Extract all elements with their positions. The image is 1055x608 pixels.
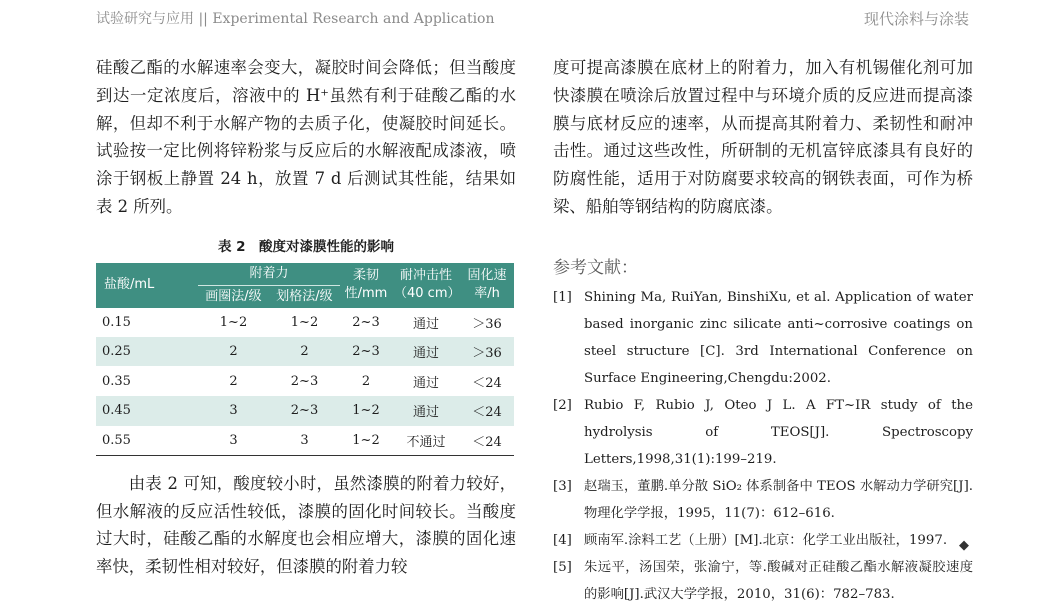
table-row bbox=[96, 337, 514, 367]
reference-number: [3] bbox=[553, 478, 572, 494]
cell-cure: ＞36 bbox=[472, 316, 502, 332]
cell-cure: ＜24 bbox=[460, 396, 514, 426]
reference-item bbox=[553, 473, 973, 527]
running-header-left: 试验研究与应用 || Experimental Research and Application bbox=[96, 11, 495, 27]
cell-acid: 0.35 bbox=[102, 373, 131, 389]
reference-number: [5] bbox=[553, 559, 572, 575]
cell-flex: 1~2 bbox=[340, 426, 392, 456]
cell-cure: ＜24 bbox=[472, 375, 502, 391]
cell-impact: 通过 bbox=[392, 396, 460, 426]
cell-circle: 2 bbox=[229, 373, 238, 389]
cell-acid: 0.15 bbox=[102, 314, 131, 330]
body-paragraph-3: 度可提高漆膜在底材上的附着力，加入有机锡催化剂可加快漆膜在喷涂后放置过程中与环境介质的反应进而提高漆膜与底材反应的速率，从而提高其附着力、柔韧性和耐冲击性。通过这些改性，所研制的无机富锌底漆具有良好的防腐性能，适用于对防腐要求较高的钢铁表面，可作为桥梁、船舶等钢结构的防腐底漆。 bbox=[553, 58, 973, 216]
reference-text: Rubio F, Rubio J, Oteo J L. A FT~IR study of the hydrolysis of TEOS[J]. Spectroscopy Letters,1998,31(1):199–219. bbox=[584, 397, 973, 467]
data-table bbox=[96, 263, 514, 456]
cell-cross: 1~2 bbox=[290, 314, 319, 330]
right-column bbox=[553, 54, 973, 608]
cell-impact: 通过 bbox=[412, 316, 439, 332]
cell-circle: 3 bbox=[198, 426, 269, 456]
header-adhesion-cross: 划格法/级 bbox=[269, 285, 340, 308]
table-row bbox=[96, 366, 514, 396]
reference-number: [2] bbox=[553, 397, 572, 413]
cell-flex: 2 bbox=[361, 373, 371, 389]
cell-cross: 3 bbox=[269, 426, 340, 456]
cell-flex: 1~2 bbox=[340, 396, 392, 426]
cell-impact: 通过 bbox=[412, 375, 439, 391]
table-caption: 表 2 酸度对漆膜性能的影响 bbox=[217, 238, 395, 255]
cell-circle: 1~2 bbox=[219, 314, 248, 330]
table-row bbox=[96, 426, 514, 456]
header-flex: 柔韧性/mm bbox=[340, 263, 392, 308]
reference-number: [1] bbox=[553, 289, 572, 305]
body-paragraph-2: 由表 2 可知，酸度较小时，虽然漆膜的附着力较好，但水解液的反应活性较低，漆膜的固化时间较长。当酸度过大时，硅酸乙酯的水解度也会相应增大，漆膜的固化速率快，柔韧性相对较好，但漆膜的附着力较 bbox=[96, 473, 516, 577]
reference-text: Shining Ma, RuiYan, BinshiXu, et al. Application of water based inorganic zinc silicate anti~corrosive coatings on steel structure [C]. 3rd International Conference on Surface Engineering,Chengdu:2002. bbox=[584, 289, 973, 386]
table-row bbox=[96, 396, 514, 426]
cell-cross: 2~3 bbox=[269, 396, 340, 426]
cell-cure: ＞36 bbox=[460, 337, 514, 367]
cell-cross: 2 bbox=[269, 337, 340, 367]
journal-name: 现代涂料与涂装 bbox=[863, 10, 969, 28]
references-title: 参考文献： bbox=[553, 257, 638, 278]
reference-item bbox=[553, 392, 973, 473]
end-of-article-mark: ◆ bbox=[959, 538, 969, 553]
cell-impact: 通过 bbox=[392, 337, 460, 367]
cell-cure: ＜24 bbox=[460, 426, 514, 456]
reference-number: [4] bbox=[553, 532, 572, 548]
reference-text: 顾南军.涂料工艺（上册）[M].北京：化学工业出版社，1997. bbox=[584, 532, 948, 548]
cell-impact: 不通过 bbox=[392, 426, 460, 456]
header-cure: 固化速率/h bbox=[460, 263, 514, 308]
header-impact: 耐冲击性（40 cm） bbox=[392, 263, 460, 308]
reference-item bbox=[553, 527, 973, 554]
cell-flex: 2~3 bbox=[352, 314, 380, 330]
cell-acid: 0.25 bbox=[96, 337, 198, 367]
reference-item bbox=[553, 284, 973, 392]
reference-text: 朱远平，汤国荣，张渝宁，等.酸碱对正硅酸乙酯水解液凝胶速度的影响[J].武汉大学学报，2010，31(6)：782–783. bbox=[584, 559, 973, 602]
body-paragraph-1: 硅酸乙酯的水解速率会变大，凝胶时间会降低；但当酸度到达一定浓度后，溶液中的 H⁺虽然有利于硅酸乙酯的水解，但却不利于水解产物的去质子化，使凝胶时间延长。试验按一定比例将锌粉浆与反应后的水解液配成漆液，喷涂于钢板上静置 24 h，放置 7 d 后测试其性能，结果如表 2 所列。 bbox=[96, 58, 516, 216]
cell-circle: 2 bbox=[198, 337, 269, 367]
reference-item bbox=[553, 554, 973, 608]
cell-acid: 0.45 bbox=[96, 396, 198, 426]
cell-acid: 0.55 bbox=[96, 426, 198, 456]
cell-circle: 3 bbox=[198, 396, 269, 426]
header-adhesion-circle: 画圈法/级 bbox=[198, 285, 269, 308]
cell-cross: 2~3 bbox=[290, 373, 319, 389]
reference-text: 赵瑞玉，董鹏.单分散 SiO₂ 体系制备中 TEOS 水解动力学研究[J].物理化学学报，1995，11(7)：612–616. bbox=[584, 478, 973, 521]
cell-flex: 2~3 bbox=[340, 337, 392, 367]
table-row bbox=[96, 308, 514, 337]
header-acid: 盐酸/mL bbox=[96, 263, 198, 308]
left-column bbox=[96, 54, 516, 581]
header-adhesion: 附着力 bbox=[198, 263, 340, 286]
